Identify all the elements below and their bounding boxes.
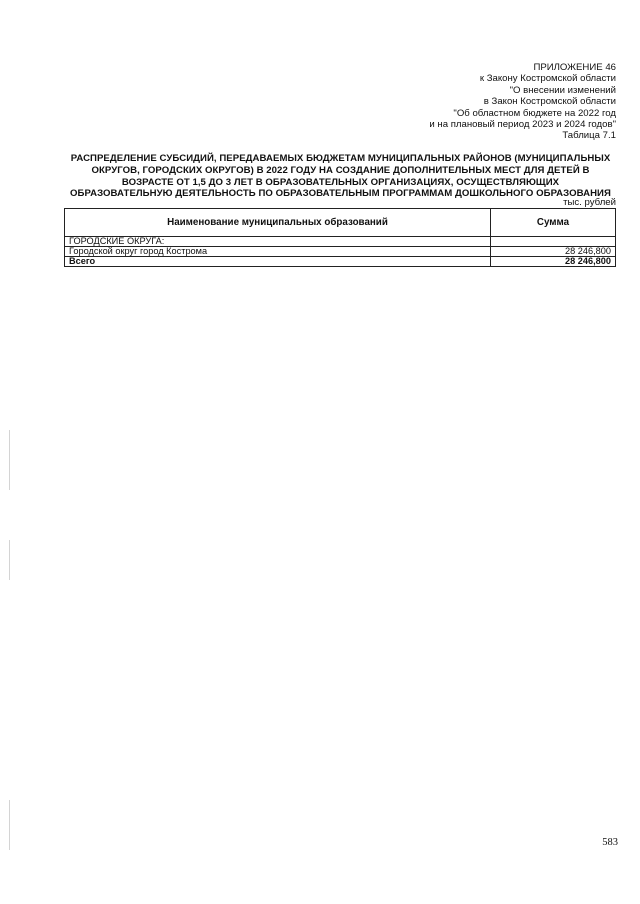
column-header-sum: Сумма [491, 209, 616, 237]
municipality-name: Городской округ город Кострома [65, 247, 491, 257]
page-number: 583 [602, 837, 618, 848]
annex-line: "О внесении изменений [509, 84, 616, 96]
annex-line: к Закону Костромской области [479, 73, 616, 85]
group-row [65, 237, 616, 247]
document-title [64, 153, 617, 200]
annex-reference [316, 62, 616, 142]
units-label: тыс. рублей [563, 197, 616, 208]
title-line: ОКРУГОВ, ГОРОДСКИХ ОКРУГОВ) В 2022 ГОДУ НА СОЗДАНИЕ ДОПОЛНИТЕЛЬНЫХ МЕСТ ДЛЯ ДЕТЕЙ В [91, 164, 590, 176]
scan-edge-mark [9, 430, 10, 490]
annex-line: и на плановый период 2023 и 2024 годов" [429, 119, 616, 131]
subsidy-table [64, 208, 616, 267]
annex-line: "Об областном бюджете на 2022 год [453, 107, 616, 119]
total-row [65, 257, 616, 267]
annex-line: в Закон Костромской области [483, 96, 616, 108]
table-header-row [65, 209, 616, 237]
table-number: Таблица 7.1 [562, 130, 616, 142]
title-line: ОБРАЗОВАТЕЛЬНУЮ ДЕЯТЕЛЬНОСТЬ ПО ОБРАЗОВАТЕЛЬНЫМ ПРОГРАММАМ ДОШКОЛЬНОГО ОБРАЗОВАНИЯ [70, 188, 611, 200]
municipality-sum: 28 246,800 [491, 247, 616, 257]
column-header-name: Наименование муниципальных образований [65, 209, 491, 237]
title-line: РАСПРЕДЕЛЕНИЕ СУБСИДИЙ, ПЕРЕДАВАЕМЫХ БЮДЖЕТАМ МУНИЦИПАЛЬНЫХ РАЙОНОВ (МУНИЦИПАЛЬНЫХ [70, 153, 611, 164]
scan-edge-mark [9, 540, 10, 580]
table-row [65, 247, 616, 257]
group-sum-cell [491, 237, 616, 247]
title-line: ВОЗРАСТЕ ОТ 1,5 ДО 3 ЛЕТ В ОБРАЗОВАТЕЛЬНЫХ ОРГАНИЗАЦИЯХ, ОСУЩЕСТВЛЯЮЩИХ [121, 176, 560, 188]
total-label: Всего [65, 257, 491, 267]
group-label: ГОРОДСКИЕ ОКРУГА: [65, 237, 491, 247]
scan-edge-mark [9, 800, 10, 850]
annex-line: ПРИЛОЖЕНИЕ 46 [533, 62, 616, 73]
total-sum: 28 246,800 [491, 257, 616, 267]
